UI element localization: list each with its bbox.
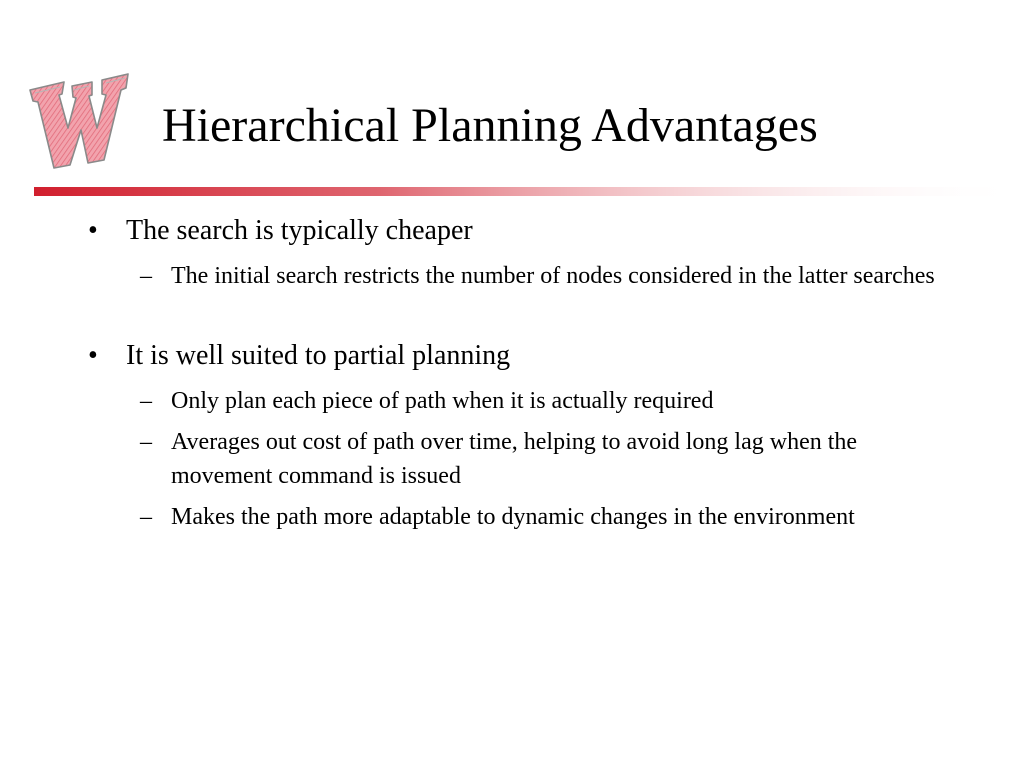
sub-bullet-text: Averages out cost of path over time, helping to avoid long lag when the movement command is issued	[171, 429, 858, 489]
sub-bullet-marker: –	[140, 388, 152, 414]
bullet-text: It is well suited to partial planning	[126, 340, 511, 371]
sub-bullet-text: Makes the path more adaptable to dynamic changes in the environment	[171, 504, 855, 530]
bullet-marker: •	[88, 215, 98, 246]
sub-bullet-marker: –	[140, 263, 152, 289]
sub-bullet-text: Only plan each piece of path when it is actually required	[171, 388, 714, 414]
bullet-marker: •	[88, 340, 98, 371]
w-logo-icon	[26, 68, 132, 170]
bullet-text: The search is typically cheaper	[126, 215, 473, 246]
title-divider	[34, 187, 1024, 196]
sub-bullet-marker: –	[140, 429, 152, 455]
sub-bullet-marker: –	[140, 504, 152, 530]
slide-title: Hierarchical Planning Advantages	[162, 99, 818, 152]
sub-bullet-text: The initial search restricts the number of nodes considered in the latter searches	[171, 263, 935, 289]
